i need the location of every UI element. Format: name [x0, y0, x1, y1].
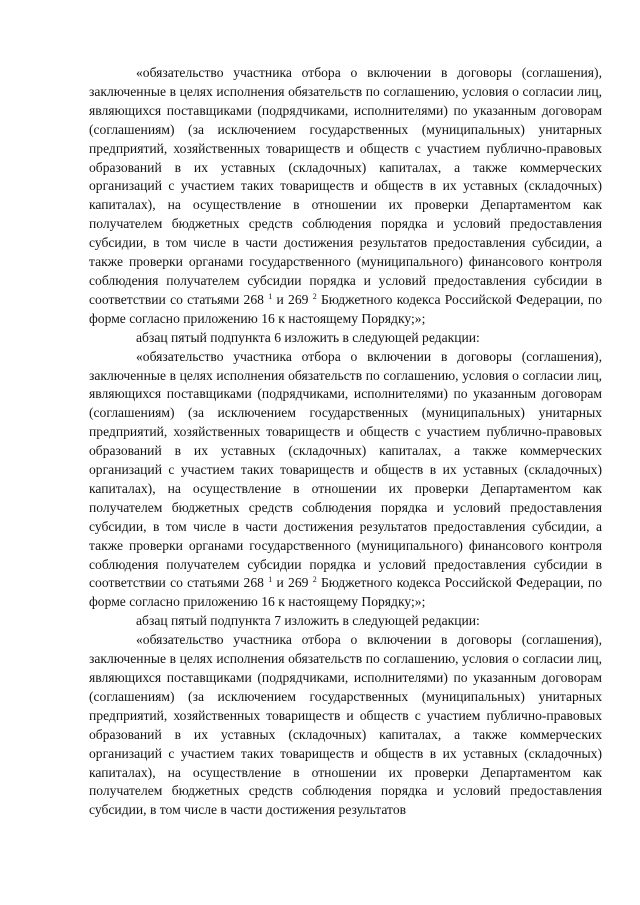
paragraph-text: абзац пятый подпункта 7 изложить в следующей редакции:	[136, 613, 480, 629]
paragraph-text: абзац пятый подпункта 6 изложить в следующей редакции:	[136, 329, 480, 345]
paragraph-text: и 269	[272, 291, 313, 307]
paragraph-obligation-text-2	[89, 348, 602, 613]
paragraph-obligation-text-3	[89, 631, 602, 820]
paragraph-text: Бюджетного кодекса Российской Федерации, по форме согласно приложению 16 к настоящему Порядку;»;	[89, 291, 602, 326]
document-page	[89, 64, 602, 820]
paragraph-text: «обязательство участника отбора о включении в договоры (соглашения), заключенные в целях исполнения обязательств по соглашению, условия о согласии лиц, являющихся поставщиками (подрядчиками, исполнителями) по указанным договорам (соглашениям) (за исключением государственных (муниципальных) унитарных предприятий, хозяйственных товариществ и обществ с участием публично-правовых образований в их уставных (складочных) капиталах, а также коммерческих организаций с участием таких товариществ и обществ в их уставных (складочных) капиталах), на осуществление в отношении их проверки Департаментом как получателем бюджетных средств соблюдения порядка и условий предоставления субсидии, в том числе в части достижения результатов	[89, 632, 602, 818]
paragraph-obligation-text-1	[89, 64, 602, 329]
superscript-article-1: 1	[268, 291, 273, 301]
paragraph-text: Бюджетного кодекса Российской Федерации, по форме согласно приложению 16 к настоящему Порядку;»;	[89, 575, 602, 610]
paragraph-text: «обязательство участника отбора о включении в договоры (соглашения), заключенные в целях исполнения обязательств по соглашению, условия о согласии лиц, являющихся поставщиками (подрядчиками, исполнителями) по указанным договорам (соглашениям) (за исключением государственных (муниципальных) унитарных предприятий, хозяйственных товариществ и обществ с участием публично-правовых образований в их уставных (складочных) капиталах, а также коммерческих организаций с участием таких товариществ и обществ в их уставных (складочных) капиталах), на осуществление в отношении их проверки Департаментом как получателем бюджетных средств соблюдения порядка и условий предоставления субсидии, в том числе в части достижения результатов предоставления субсидии, а также проверки органами государственного (муниципального) финансового контроля соблюдения получателем субсидии порядка и условий предоставления субсидии в соответствии со статьями 268	[89, 65, 602, 307]
paragraph-text: и 269	[272, 575, 313, 591]
superscript-article-1: 1	[268, 575, 273, 585]
paragraph-instruction-subitem-7	[89, 612, 602, 631]
superscript-article-2: 2	[312, 291, 317, 301]
paragraph-instruction-subitem-6	[89, 329, 602, 348]
superscript-article-2: 2	[312, 575, 317, 585]
paragraph-text: «обязательство участника отбора о включении в договоры (соглашения), заключенные в целях исполнения обязательств по соглашению, условия о согласии лиц, являющихся поставщиками (подрядчиками, исполнителями) по указанным договорам (соглашениям) (за исключением государственных (муниципальных) унитарных предприятий, хозяйственных товариществ и обществ с участием публично-правовых образований в их уставных (складочных) капиталах, а также коммерческих организаций с участием таких товариществ и обществ в их уставных (складочных) капиталах), на осуществление в отношении их проверки Департаментом как получателем бюджетных средств соблюдения порядка и условий предоставления субсидии, в том числе в части достижения результатов предоставления субсидии, а также проверки органами государственного (муниципального) финансового контроля соблюдения получателем субсидии порядка и условий предоставления субсидии в соответствии со статьями 268	[89, 348, 602, 591]
